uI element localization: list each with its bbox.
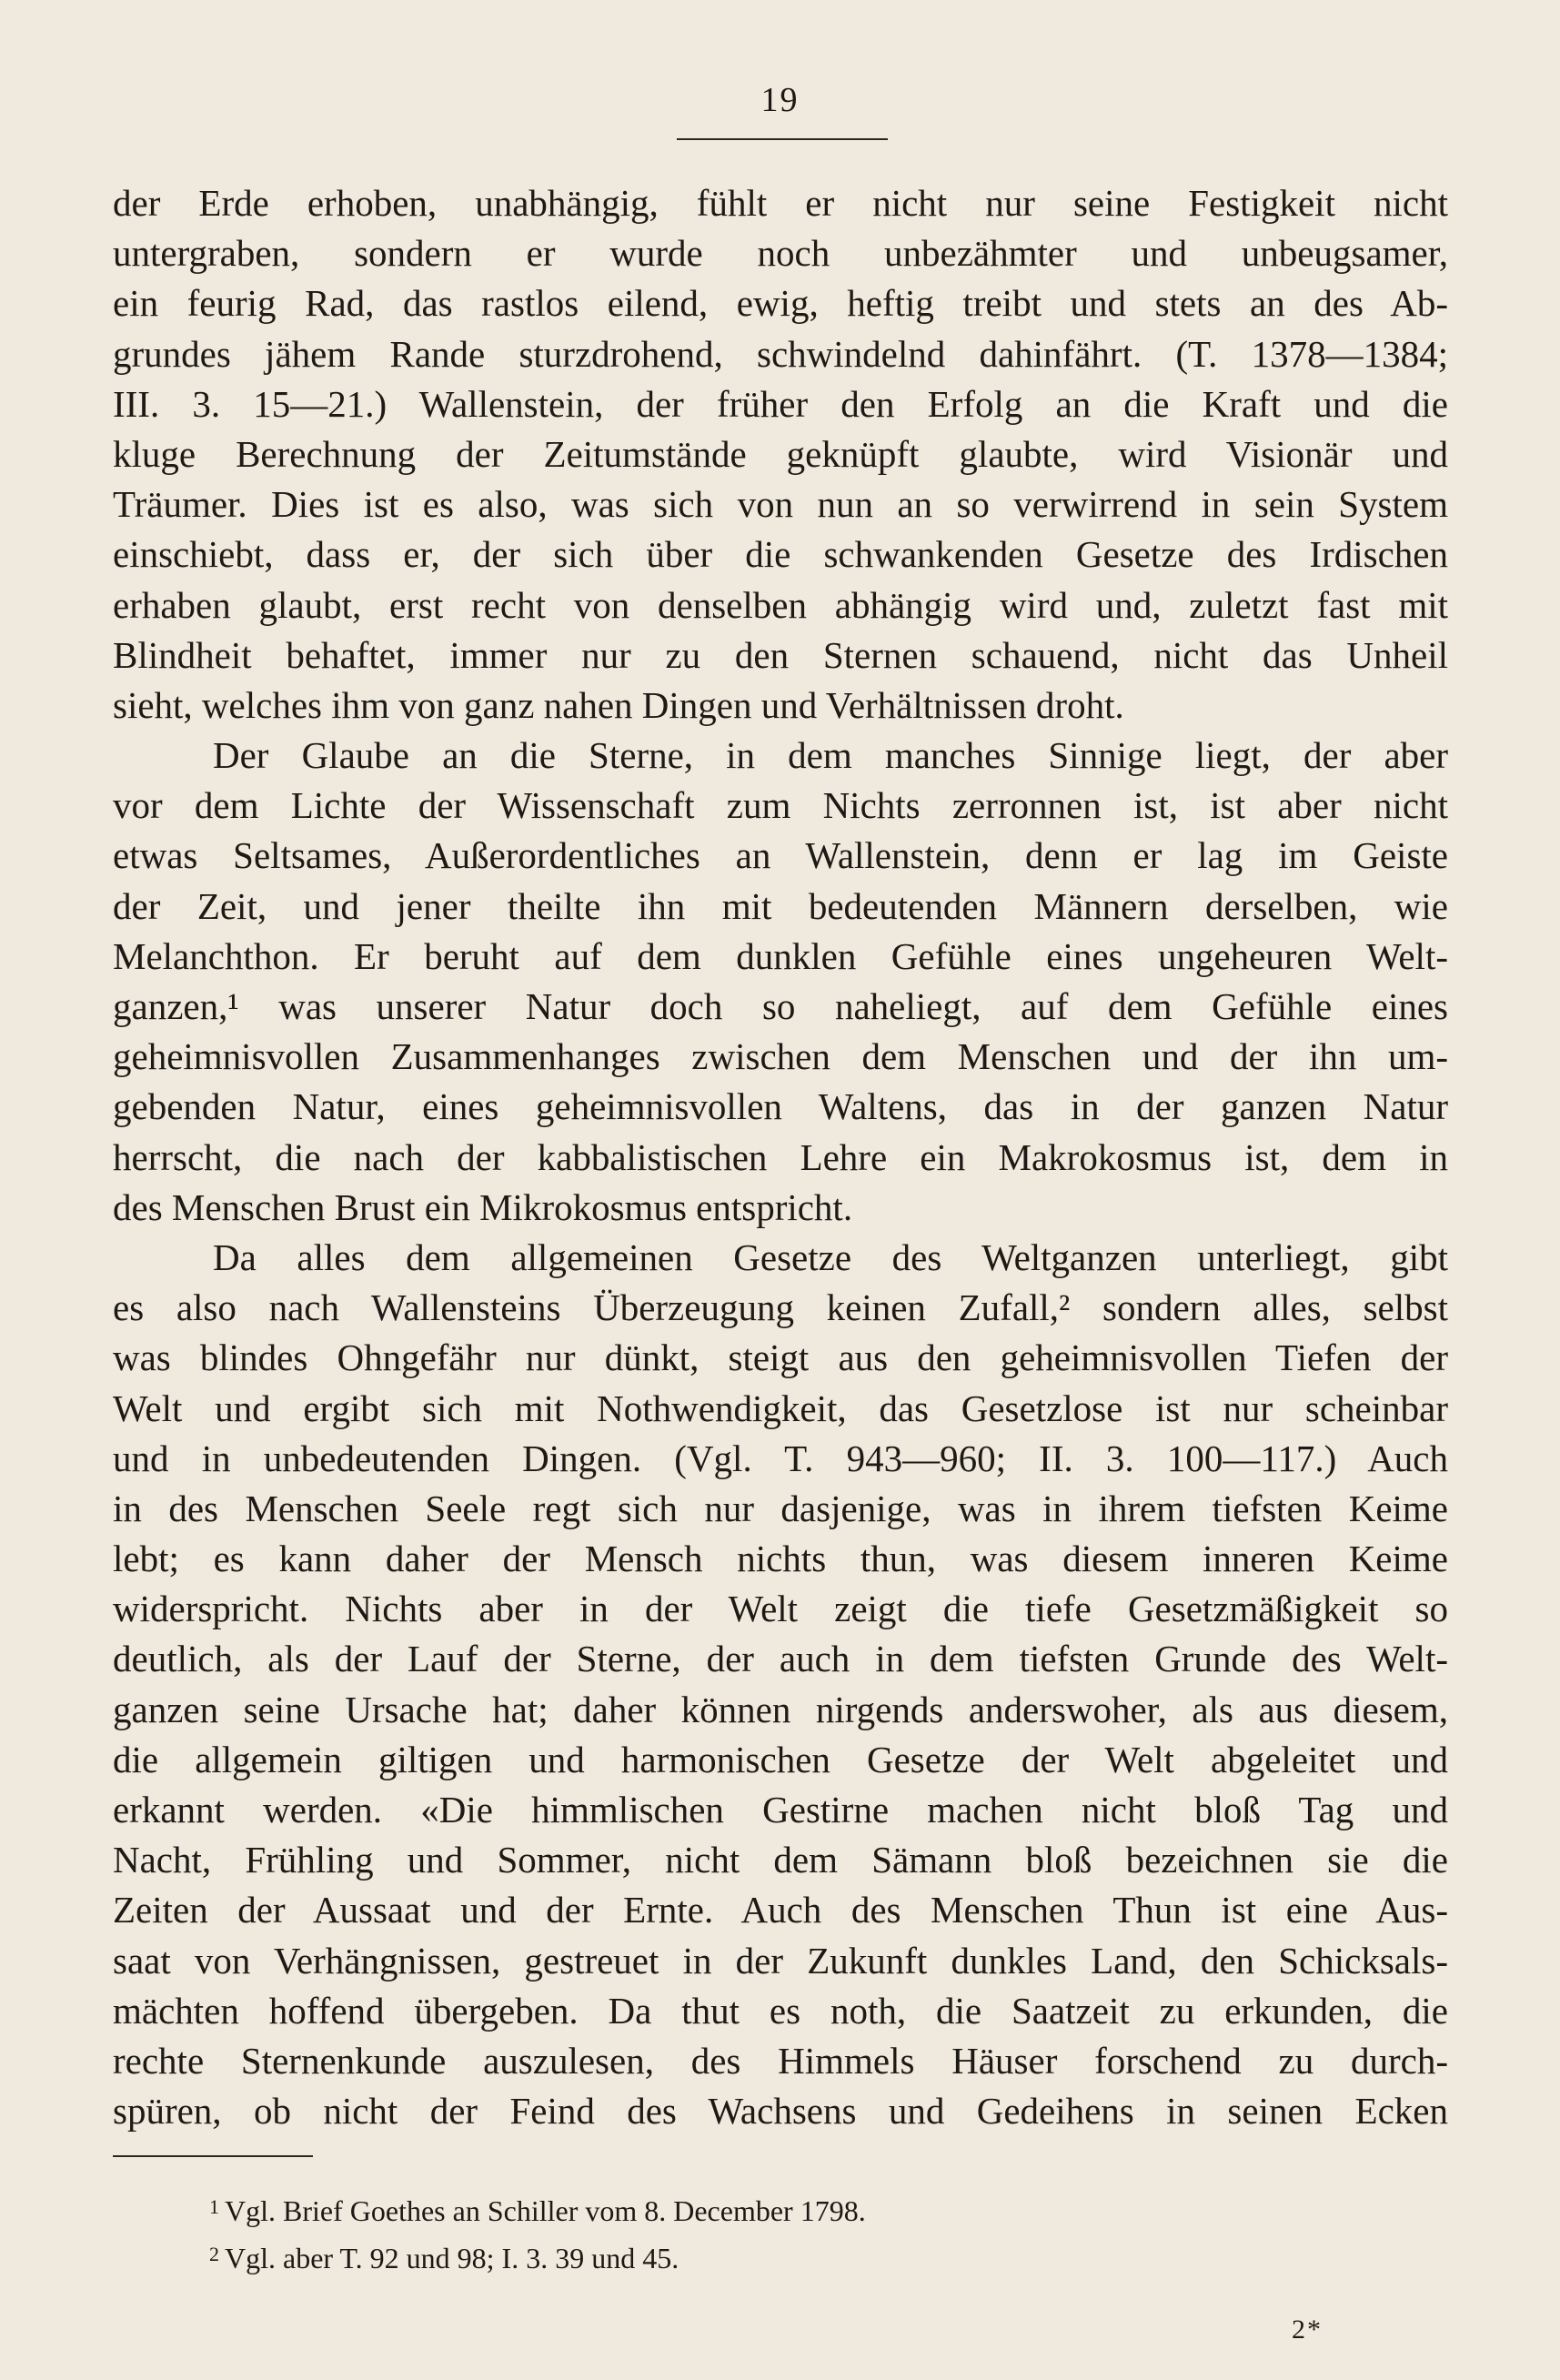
text-line: ganzen seine Ursache hat; daher können nirgends anderswoher, als aus diesem, <box>113 1688 1448 1730</box>
footnote-rule <box>113 2155 313 2157</box>
text-line: der Erde erhoben, unabhängig, fühlt er nicht nur seine Festigkeit nicht <box>113 182 1448 224</box>
text-line: untergraben, sondern er wurde noch unbezähmter und unbeugsamer, <box>113 232 1448 275</box>
text-line: Nacht, Frühling und Sommer, nicht dem Sämann bloß bezeichnen sie die <box>113 1839 1448 1881</box>
text-line: deutlich, als der Lauf der Sterne, der auch in dem tiefsten Grunde des Welt- <box>113 1638 1448 1680</box>
footnote-text: Vgl. Brief Goethes an Schiller vom 8. December 1798. <box>225 2194 866 2227</box>
footnote-text: Vgl. aber T. 92 und 98; I. 3. 39 und 45. <box>225 2242 679 2274</box>
text-line: der Zeit, und jener theilte ihn mit bedeutenden Männern derselben, wie <box>113 884 1448 927</box>
paragraph-start-line: Da alles dem allgemeinen Gesetze des Weltganzen unterliegt, gibt <box>213 1235 1448 1278</box>
text-line: spüren, ob nicht der Feind des Wachsens und Gedeihens in seinen Ecken <box>113 2090 1448 2133</box>
footnote-2 <box>209 2231 1301 2278</box>
text-line: ganzen,¹ was unserer Natur doch so naheliegt, auf dem Gefühle eines <box>113 985 1448 1027</box>
text-line: saat von Verhängnissen, gestreuet in der Zukunft dunkles Land, den Schicksals- <box>113 1939 1448 1982</box>
text-line: herrscht, die nach der kabbalistischen Lehre ein Makrokosmus ist, dem in <box>113 1135 1448 1178</box>
paragraph-end-line: sieht, welches ihm von ganz nahen Dingen und Verhältnissen droht. <box>113 683 1124 726</box>
text-line: die allgemein giltigen und harmonischen Gesetze der Welt abgeleitet und <box>113 1738 1448 1780</box>
text-line: widerspricht. Nichts aber in der Welt zeigt die tiefe Gesetzmäßigkeit so <box>113 1588 1448 1630</box>
footnote-mark: 2 <box>209 2243 219 2265</box>
text-line: lebt; es kann daher der Mensch nichts thun, was diesem inneren Keime <box>113 1538 1448 1580</box>
page-number: 19 <box>760 81 800 119</box>
text-line: vor dem Lichte der Wissenschaft zum Nichts zerronnen ist, ist aber nicht <box>113 784 1448 827</box>
text-line: ein feurig Rad, das rastlos eilend, ewig, heftig treibt und stets an des Ab- <box>113 282 1448 325</box>
text-line: III. 3. 15—21.) Wallenstein, der früher den Erfolg an die Kraft und die <box>113 382 1448 425</box>
body-text <box>113 178 1448 2136</box>
text-line: Welt und ergibt sich mit Nothwendigkeit, das Gesetzlose ist nur scheinbar <box>113 1387 1448 1429</box>
paragraph-start-line: Der Glaube an die Sterne, in dem manches Sinnige liegt, der aber <box>213 734 1448 777</box>
text-line: kluge Berechnung der Zeitumstände geknüpft glaubte, wird Visionär und <box>113 432 1448 475</box>
text-line: Blindheit behaftet, immer nur zu den Sternen schauend, nicht das Unheil <box>113 633 1448 676</box>
text-line: Zeiten der Aussaat und der Ernte. Auch des Menschen Thun ist eine Aus- <box>113 1889 1448 1931</box>
text-line: Träumer. Dies ist es also, was sich von nun an so verwirrend in sein System <box>113 483 1448 526</box>
text-line: gebenden Natur, eines geheimnisvollen Waltens, das in der ganzen Natur <box>113 1085 1448 1128</box>
text-line: es also nach Wallensteins Überzeugung keinen Zufall,² sondern alles, selbst <box>113 1286 1448 1329</box>
paragraph-end-line: des Menschen Brust ein Mikrokosmus entspricht. <box>113 1185 853 1228</box>
footnotes <box>209 2183 1301 2278</box>
text-line: rechte Sternenkunde auszulesen, des Himmels Häuser forschend zu durch- <box>113 2039 1448 2082</box>
text-line: in des Menschen Seele regt sich nur dasjenige, was in ihrem tiefsten Keime <box>113 1487 1448 1529</box>
text-line: was blindes Ohngefähr nur dünkt, steigt aus den geheimnisvollen Tiefen der <box>113 1336 1448 1379</box>
text-line: und in unbedeutenden Dingen. (Vgl. T. 943—960; II. 3. 100—117.) Auch <box>113 1437 1448 1479</box>
text-line: erkannt werden. «Die himmlischen Gestirne machen nicht bloß Tag und <box>113 1789 1448 1830</box>
footnote-1 <box>209 2183 1301 2231</box>
text-line: geheimnisvollen Zusammenhanges zwischen dem Menschen und der ihn um- <box>113 1035 1448 1078</box>
text-line: einschiebt, dass er, der sich über die schwankenden Gesetze des Irdischen <box>113 533 1448 576</box>
text-line: etwas Seltsames, Außerordentliches an Wallenstein, denn er lag im Geiste <box>113 834 1448 877</box>
text-line: erhaben glaubt, erst recht von denselben abhängig wird und, zuletzt fast mit <box>113 583 1448 626</box>
text-line: grundes jähem Rande sturzdrohend, schwindelnd dahinfährt. (T. 1378—1384; <box>113 332 1448 375</box>
sheet-signature: 2* <box>1292 2314 1323 2345</box>
text-line: mächten hoffend übergeben. Da thut es noth, die Saatzeit zu erkunden, die <box>113 1989 1448 2032</box>
header-rule <box>677 138 888 140</box>
footnote-mark: 1 <box>209 2195 219 2218</box>
text-line: Melanchthon. Er beruht auf dem dunklen Gefühle eines ungeheuren Welt- <box>113 934 1448 977</box>
